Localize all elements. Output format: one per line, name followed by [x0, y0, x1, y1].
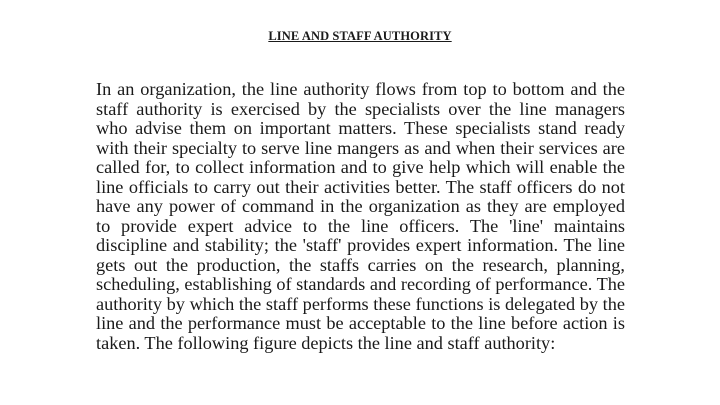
body-paragraph: In an organization, the line authority flows from top to bottom and the staff authority is exercised by the specialists over the line managers who advise them on important matters. These specialists stand ready with their specialty to serve line mangers as and when their services are called for, to collect information and to give help which will enable the line officials to carry out their activities better. The staff officers do not have any power of command in the organization as they are employed to provide expert advice to the line officers. The 'line' maintains discipline and stability; the 'staff' provides expert information. The line gets out the production, the staffs carries on the research, planning, scheduling, establishing of standards and recording of performance. The authority by which the staff performs these functions is delegated by the line and the performance must be acceptable to the line before action is taken. The following figure depicts the line and staff authority:: [96, 79, 625, 353]
slide-title: LINE AND STAFF AUTHORITY: [268, 29, 452, 43]
